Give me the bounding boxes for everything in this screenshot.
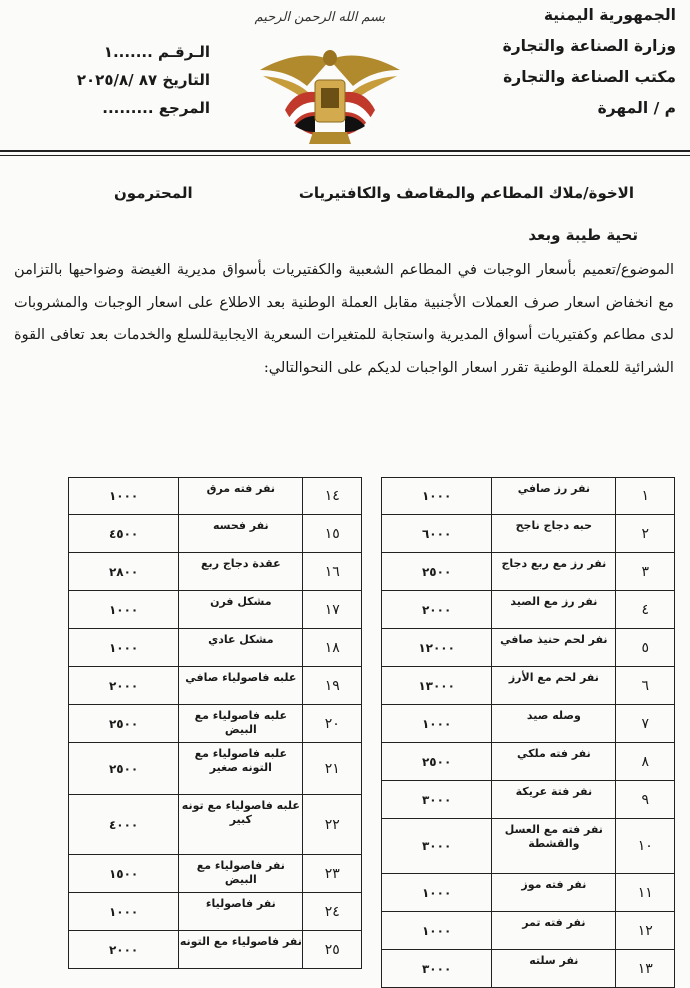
table-row (69, 667, 362, 705)
row-number: ٢٢ (303, 795, 362, 855)
row-number: ٢٣ (303, 855, 362, 893)
row-number: ٢٠ (303, 705, 362, 743)
table-row (69, 629, 362, 667)
item-price: ٣٠٠٠ (382, 819, 492, 874)
item-name: نفر فتة عريكة (492, 781, 616, 819)
eagle-emblem-icon (255, 40, 405, 150)
table-row (69, 515, 362, 553)
price-table-right (381, 477, 675, 988)
row-number: ٢٤ (303, 893, 362, 931)
table-row (382, 781, 675, 819)
table-row (382, 874, 675, 912)
ref-number: الـرقـم .......١ (103, 43, 210, 61)
item-price: ٣٠٠٠ (382, 950, 492, 988)
row-number: ١٩ (303, 667, 362, 705)
row-number: ١١ (616, 874, 675, 912)
table-row (382, 743, 675, 781)
item-name: مشكل عادي (179, 629, 303, 667)
item-price: ٤٥٠٠ (69, 515, 179, 553)
item-price: ٢٥٠٠ (69, 705, 179, 743)
row-number: ٩ (616, 781, 675, 819)
table-row (69, 743, 362, 795)
item-name: نفر فته مع العسل والقشطة (492, 819, 616, 874)
row-number: ١٦ (303, 553, 362, 591)
row-number: ٤ (616, 591, 675, 629)
item-price: ٢٥٠٠ (382, 743, 492, 781)
item-price: ١٠٠٠ (69, 893, 179, 931)
item-name: نفر فحسه (179, 515, 303, 553)
item-name: نفر فته ملكي (492, 743, 616, 781)
item-price: ٢٨٠٠ (69, 553, 179, 591)
table-row (382, 478, 675, 515)
row-number: ١ (616, 478, 675, 515)
row-number: ٨ (616, 743, 675, 781)
item-price: ٢٠٠٠ (382, 591, 492, 629)
row-number: ١٣ (616, 950, 675, 988)
item-name: نفر فاصولياء مع التونه (179, 931, 303, 969)
table-row (69, 553, 362, 591)
item-price: ٤٠٠٠ (69, 795, 179, 855)
item-name: نفر رز مع ربع دجاج (492, 553, 616, 591)
table-row (382, 912, 675, 950)
item-name: نفر فته تمر (492, 912, 616, 950)
item-price: ١٠٠٠ (382, 705, 492, 743)
item-name: نفر فاصولياء مع البيض (179, 855, 303, 893)
header-divider (0, 150, 690, 152)
issuer-block (486, 0, 676, 124)
item-price: ١٣٠٠٠ (382, 667, 492, 705)
table-row (69, 855, 362, 893)
row-number: ١٤ (303, 478, 362, 515)
ref-date: التاريخ ٨٧ /٢٠٢٥/٨ (76, 71, 210, 89)
item-name: عقدة دجاج ربع (179, 553, 303, 591)
letter-body: الموضوع/تعميم بأسعار الوجبات في المطاعم الشعبية والكفتيريات بأسواق مديرية الغيضة وضواحيها بالتزامن مع انخفاض اسعار صرف العملات الأجنبية مقابل العملة الوطنية بعد الاطلاع على اسعار الوجبات والمشروبات لدى مطاعم وكفتيريات أسواق المديرية واستجابة للمتغيرات السعرية الايجابيةللسلع والخدمات بعد تعافى القوة الشرائية للعملة الوطنية تقرر اسعار الواجبات لديكم على النحوالتالي: (14, 261, 674, 376)
item-name: علبه فاصولياء مع البيض (179, 705, 303, 743)
item-name: حبه دجاج ناجح (492, 515, 616, 553)
item-price: ١٠٠٠ (69, 629, 179, 667)
table-row (382, 553, 675, 591)
issuer-line: الجمهورية اليمنية (543, 6, 676, 24)
item-price: ١٠٠٠ (382, 478, 492, 515)
greeting: تحية طيبة وبعد (528, 226, 638, 244)
issuer-line: مكتب الصناعة والتجارة (503, 68, 676, 86)
row-number: ٢ (616, 515, 675, 553)
basmala: بسم الله الرحمن الرحيم (254, 10, 386, 25)
table-row (69, 795, 362, 855)
row-number: ٧ (616, 705, 675, 743)
item-name: وصله صيد (492, 705, 616, 743)
item-name: نفر سلته (492, 950, 616, 988)
issuer-line: وزارة الصناعة والتجارة (502, 37, 676, 55)
item-name: نفر لحم حنيذ صافي (492, 629, 616, 667)
item-name: نفر رز صافي (492, 478, 616, 515)
row-number: ٦ (616, 667, 675, 705)
row-number: ١٧ (303, 591, 362, 629)
table-row (69, 478, 362, 515)
table-row (69, 591, 362, 629)
price-table-left (68, 477, 362, 969)
honorific: المحترمون (114, 184, 193, 202)
item-name: نفر فته موز (492, 874, 616, 912)
item-name: نفر فاصولياء (179, 893, 303, 931)
table-row (69, 931, 362, 969)
addressee-line (94, 184, 634, 202)
table-row (382, 950, 675, 988)
table-row (382, 819, 675, 874)
item-name: نفر لحم مع الأرز (492, 667, 616, 705)
header-divider-thin (0, 155, 690, 156)
item-name: علبه فاصولياء مع تونه كبير (179, 795, 303, 855)
ref-reference: المرجع ......... (102, 99, 210, 117)
row-number: ١٨ (303, 629, 362, 667)
item-price: ٣٠٠٠ (382, 781, 492, 819)
table-row (69, 705, 362, 743)
item-price: ٢٥٠٠ (69, 743, 179, 795)
addressee: الاخوة/ملاك المطاعم والمقاصف والكافتيريات (298, 184, 634, 202)
table-row (69, 893, 362, 931)
reference-block (40, 38, 210, 122)
row-number: ٣ (616, 553, 675, 591)
table-row (382, 629, 675, 667)
row-number: ٥ (616, 629, 675, 667)
item-name: نفر فته مرق (179, 478, 303, 515)
row-number: ١٢ (616, 912, 675, 950)
item-price: ١٠٠٠ (382, 874, 492, 912)
item-price: ١٠٠٠ (69, 591, 179, 629)
row-number: ٢١ (303, 743, 362, 795)
row-number: ١٥ (303, 515, 362, 553)
issuer-line: م / المهرة (597, 99, 676, 117)
item-price: ١٠٠٠ (69, 478, 179, 515)
item-price: ١٢٠٠٠ (382, 629, 492, 667)
item-price: ٦٠٠٠ (382, 515, 492, 553)
item-price: ٢٥٠٠ (382, 553, 492, 591)
row-number: ٢٥ (303, 931, 362, 969)
item-price: ١٥٠٠ (69, 855, 179, 893)
item-price: ١٠٠٠ (382, 912, 492, 950)
item-name: نفر رز مع الصيد (492, 591, 616, 629)
item-price: ٢٠٠٠ (69, 667, 179, 705)
table-row (382, 515, 675, 553)
item-price: ٢٠٠٠ (69, 931, 179, 969)
item-name: علبه فاصولياء مع التونه صغير (179, 743, 303, 795)
item-name: مشكل فرن (179, 591, 303, 629)
table-row (382, 667, 675, 705)
table-row (382, 705, 675, 743)
table-row (382, 591, 675, 629)
row-number: ١٠ (616, 819, 675, 874)
item-name: علبه فاصولياء صافي (179, 667, 303, 705)
